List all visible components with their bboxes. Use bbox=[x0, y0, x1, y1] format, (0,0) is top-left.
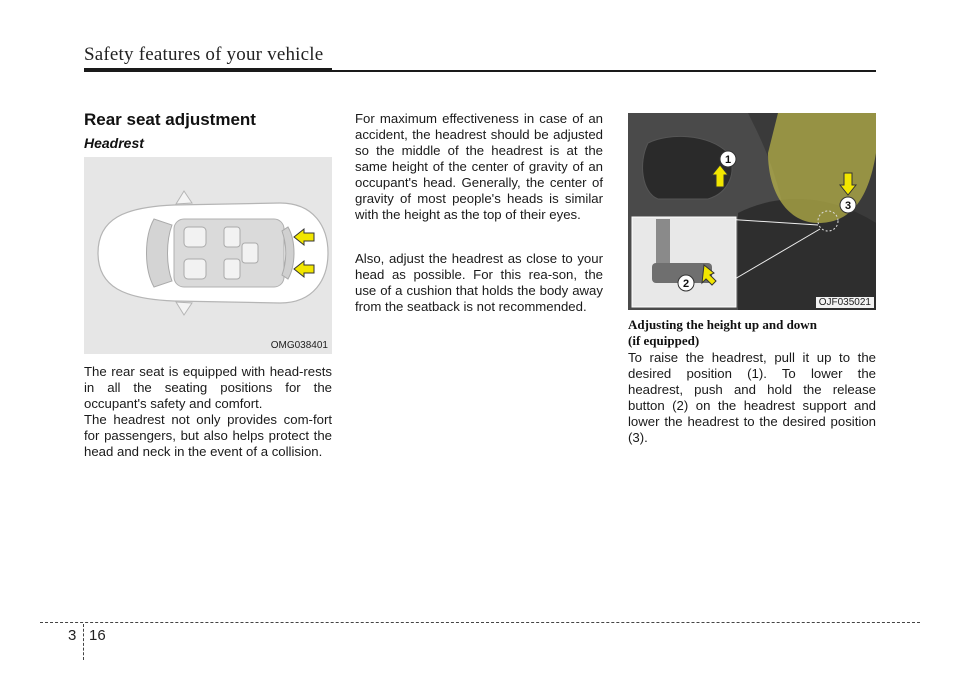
column3-paragraph-1: To raise the headrest, pull it up to the desired position (1). To lower the headrest, push and hold the release button (2) on the headrest support and lower the headrest to the desired position (3). bbox=[628, 350, 876, 445]
section-title: Rear seat adjustment bbox=[84, 110, 256, 129]
column2-paragraph-1: For maximum effectiveness in case of an accident, the headrest should be adjusted so the middle of the headrest is at the same height of the center of gravity of an occupant's head. Generally, the center of gravity of most people's heads is similar with the height as the top of their eyes. bbox=[355, 111, 603, 222]
header-rule-thick bbox=[84, 68, 332, 72]
footer-divider bbox=[83, 624, 84, 660]
callout-3-label: 3 bbox=[844, 200, 852, 212]
figure-code: OJF035021 bbox=[816, 297, 874, 308]
subsection-title: Headrest bbox=[84, 135, 144, 151]
heading-line-1: Adjusting the height up and down bbox=[628, 317, 817, 332]
figure-car-top-view bbox=[84, 157, 332, 354]
column1-paragraph-2: The headrest not only provides com-fort for passengers, but also helps protect the head and neck in the event of a collision. bbox=[84, 412, 332, 459]
figure-headrest-adjustment bbox=[628, 113, 876, 310]
headrest-illustration-icon bbox=[628, 113, 876, 310]
callout-1-label: 1 bbox=[724, 154, 732, 166]
figure-code: OMG038401 bbox=[270, 340, 328, 351]
callout-2-label: 2 bbox=[682, 278, 690, 290]
column2-paragraph-2: Also, adjust the headrest as close to your head as possible. For this rea-son, the use of a cushion that holds the body away from the seatback is not recommended. bbox=[355, 251, 603, 314]
footer-rule bbox=[40, 622, 920, 623]
footer-page-number: 16 bbox=[89, 627, 106, 644]
car-top-view-icon bbox=[84, 157, 332, 354]
adjusting-height-heading bbox=[628, 317, 878, 349]
footer-chapter-number: 3 bbox=[68, 627, 77, 644]
page-header-title: Safety features of your vehicle bbox=[84, 44, 324, 65]
header-rule-thin bbox=[332, 70, 876, 72]
column1-paragraph-1: The rear seat is equipped with head-rests in all the seating positions for the occupant's safety and comfort. bbox=[84, 364, 332, 411]
heading-line-2: (if equipped) bbox=[628, 333, 700, 348]
